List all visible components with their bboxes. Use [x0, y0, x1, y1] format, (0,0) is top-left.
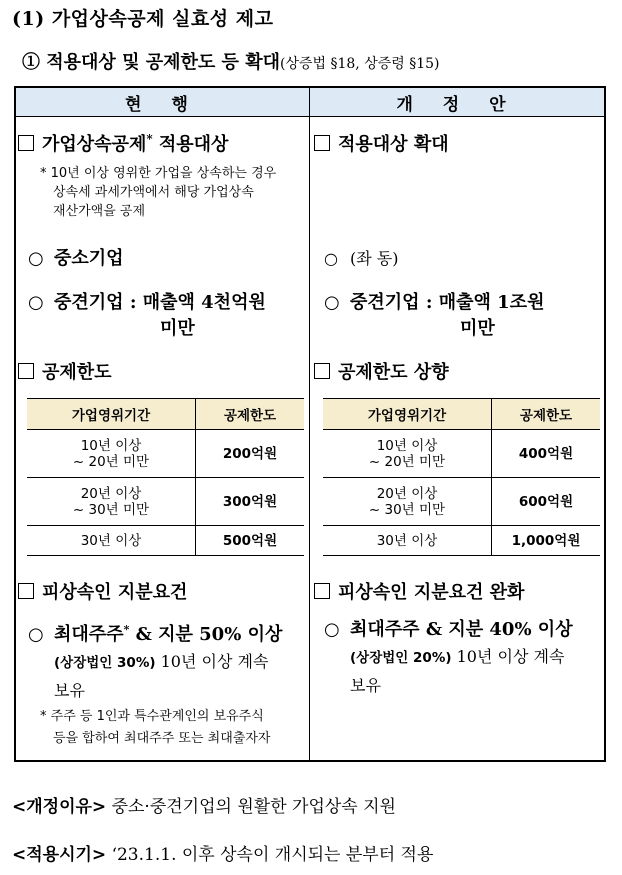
section-heading: (1) 가업상속공제 실효성 제고	[12, 8, 274, 30]
subsection-title: ① 적용대상 및 공제한도 등 확대	[22, 52, 280, 73]
effective-date	[12, 840, 433, 865]
column-divider	[309, 86, 310, 762]
table-header-limit: 공제한도	[196, 399, 305, 430]
timing-text: ‘23.1.1. 이후 상속이 개시되는 분부터 적용	[106, 845, 434, 865]
revised-limit-table	[323, 398, 600, 556]
revised-item-midsize-cont: 미만	[460, 318, 495, 339]
current-eligibility-heading: 가업상속공제* 적용대상	[18, 130, 228, 156]
revised-share-item: ○ 최대주주 & 지분 40% 이상 (상장법인 20%) 10년 이상 계속 보유	[324, 619, 573, 695]
checkbox-square-icon	[18, 363, 34, 379]
header-current: 현 행	[125, 95, 200, 115]
current-limit-heading: 공제한도	[18, 358, 112, 384]
current-share-item: ○ 최대주주* & 지분 50% 이상 (상장법인 30%) 10년 이상 계속 보유	[28, 623, 283, 700]
current-share-heading: 피상속인 지분요건	[18, 578, 187, 604]
table-row: 30년 이상 1,000억원	[323, 526, 600, 556]
checkbox-square-icon	[18, 135, 34, 151]
subsection-heading	[22, 48, 440, 74]
table-row: 20년 이상 ~ 30년 미만 300억원	[27, 478, 304, 526]
revised-item-midsize: ○ 중견기업 : 매출액 1조원	[324, 292, 545, 313]
table-row: 20년 이상 ~ 30년 미만 600억원	[323, 478, 600, 526]
checkbox-square-icon	[314, 135, 330, 151]
table-header-period: 가업영위기간	[323, 399, 492, 430]
table-header-period: 가업영위기간	[27, 399, 196, 430]
revised-item-same: ○ (좌 동)	[324, 249, 399, 268]
table-row: 30년 이상 500억원	[27, 526, 304, 556]
checkbox-square-icon	[18, 583, 34, 599]
table-row: 10년 이상 ~ 20년 미만 200억원	[27, 430, 304, 478]
revised-share-heading: 피상속인 지분요건 완화	[314, 578, 524, 604]
current-share-note: * 주주 등 1인과 특수관계인의 보유주식 등을 합하여 최대주주 또는 최대출자자	[40, 709, 271, 746]
revised-limit-heading: 공제한도 상향	[314, 358, 449, 384]
current-item-midsize-cont: 미만	[160, 318, 195, 339]
current-eligibility-note: * 10년 이상 영위한 가업을 상속하는 경우 상속세 과세가액에서 해당 가업상속 재산가액을 공제	[40, 166, 277, 219]
table-row: 10년 이상 ~ 20년 미만 400억원	[323, 430, 600, 478]
timing-label: <적용시기>	[12, 845, 107, 865]
revised-eligibility-heading: 적용대상 확대	[314, 130, 449, 156]
reason-label: <개정이유>	[12, 797, 107, 817]
table-header-limit: 공제한도	[492, 399, 601, 430]
current-limit-table	[27, 398, 304, 556]
reason-text: 중소·중견기업의 원활한 가업상속 지원	[106, 797, 396, 817]
legal-reference: (상증법 §18, 상증령 §15)	[280, 56, 440, 72]
revision-reason	[12, 792, 396, 817]
checkbox-square-icon	[314, 583, 330, 599]
current-item-midsize: ○ 중견기업 : 매출액 4천억원	[28, 292, 266, 313]
current-item-sme: ○ 중소기업	[28, 248, 124, 269]
header-revised: 개 정 안	[396, 95, 518, 115]
checkbox-square-icon	[314, 363, 330, 379]
